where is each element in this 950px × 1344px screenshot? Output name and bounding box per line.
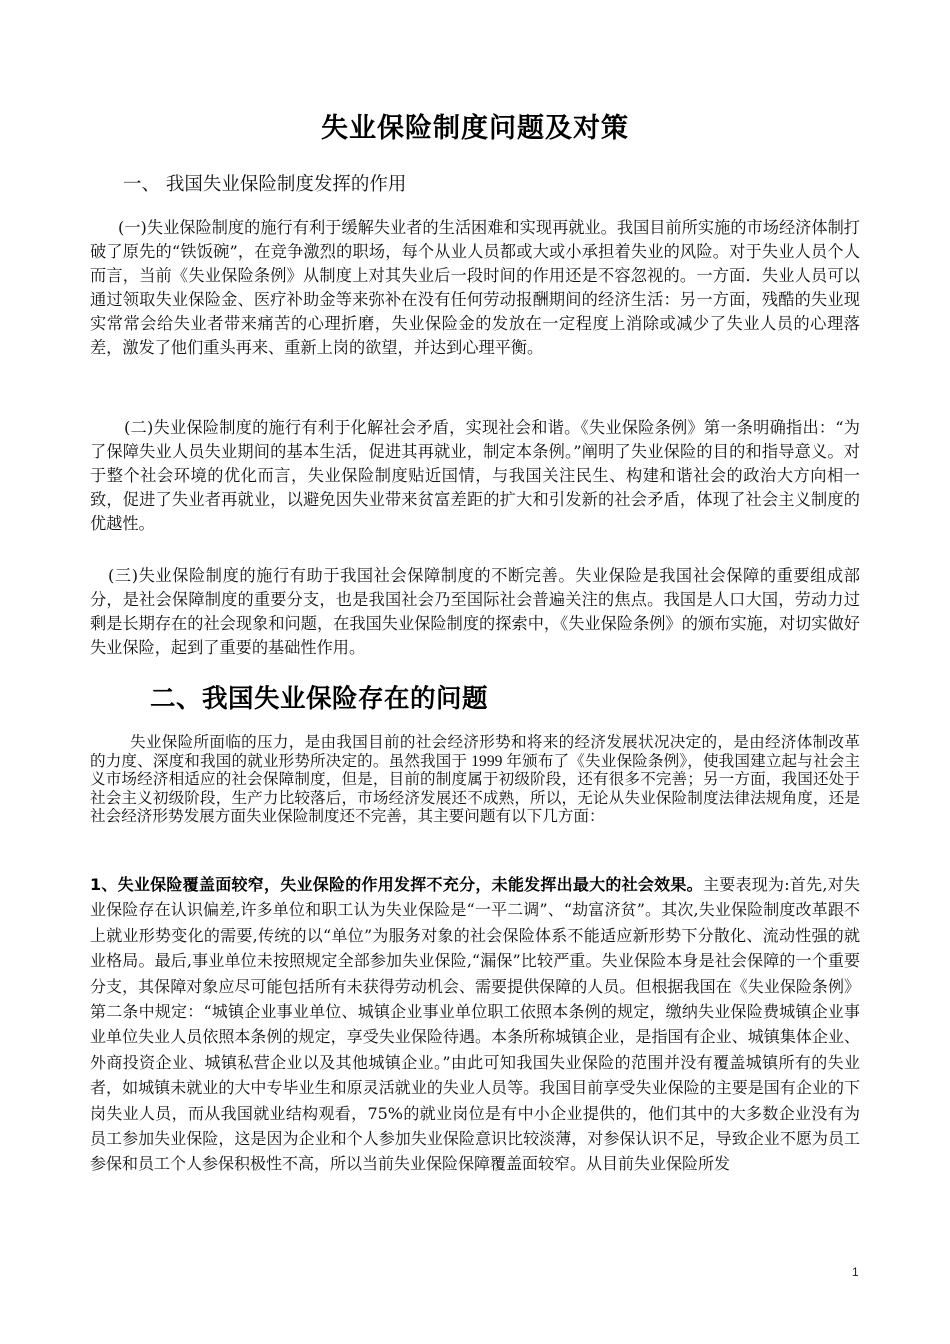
- problem-1-lead: 1、失业保险覆盖面较窄，失业保险的作用发挥不充分，未能发挥出最大的社会效果。: [90, 875, 703, 894]
- section-1-heading: 一、 我国失业保险制度发挥的作用: [123, 174, 407, 195]
- paragraph-1: (一)失业保险制度的施行有利于缓解失业者的生活困难和实现再就业。我国目前所实施的市场经济体制打破了原先的“铁饭碗”，在竞争激烈的职场，每个从业人员都或大或小承担着失业的风险。对于失业人员个人而言，当前《失业保险条例》从制度上对其失业后一段时间的作用还是不容忽视的。一方面．失业人员可以通过领取失业保险金、医疗补助金等来弥补在没有任何劳动报酬期间的经济生活：另一方面，残酷的失业现实常常会给失业者带来痛苦的心理折磨，失业保险金的发放在一定程度上消除或减少了失业人员的心理落差，激发了他们重头再来、重新上岗的欲望，并达到心理平衡。: [90, 218, 860, 357]
- paragraph-3: (三)失业保险制度的施行有助于我国社会保障制度的不断完善。失业保险是我国社会保障的重要组成部分，是社会保障制度的重要分支，也是我国社会乃至国际社会普遍关注的焦点。我国是人口大国，劳动力过剩是长期存在的社会现象和问题，在我国失业保险制度的探索中，《失业保险条例》的颁布实施，对切实做好失业保险，起到了重要的基础性作用。: [90, 566, 860, 657]
- problem-1-body: 主要表现为:首先,对失业保险存在认识偏差,许多单位和职工认为失业保险是“一平二调”、“劫富济贫”。其次,失业保险制度改革跟不上就业形势变化的需要,传统的以“单位”为服务对象的社会保险体系不能适应新形势下分散化、流动性强的就业格局。最后,事业单位未按照规定全部参加失业保险,“漏保”比较严重。失业保险本身是社会保障的一个重要分支，其保障对象应尽可能包括所有未获得劳动机会、需要提供保障的人员。但根据我国在《失业保险条例》第二条中规定：“城镇企业事业单位、城镇企业事业单位职工依照本条例的规定，缴纳失业保险费城镇企业事业单位失业人员依照本条例的规定，享受失业保险待遇。本条所称城镇企业，是指国有企业、城镇集体企业、外商投资企业、城镇私营企业以及其他城镇企业。”由此可知我国失业保险的范围并没有覆盖城镇所有的失业者，如城镇未就业的大中专毕业生和原灵活就业的失业人员等。我国目前享受失业保险的主要是国有企业的下岗失业人员，而从我国就业结构观看，75%的就业岗位是有中小企业提供的，他们其中的大多数企业没有为员工参加失业保险，这是因为企业和个人参加失业保险意识比较淡薄，对参保认识不足，导致企业不愿为员工参保和员工个人参保积极性不高，所以当前失业保险保障覆盖面较窄。从目前失业保险所发: [90, 875, 860, 1174]
- document-title: 失业保险制度问题及对策: [321, 113, 629, 144]
- problem-1-paragraph: [90, 872, 860, 1177]
- page-number: 1: [852, 1265, 859, 1279]
- section-2-intro: 失业保险所面临的压力，是由我国目前的社会经济形势和将来的经济发展状况决定的，是由经济体制改革的力度、深度和我国的就业形势所决定的。虽然我国于 1999 年颁布了《失业保险条例》，使我国建立起与社会主义市场经济相适应的社会保障制度，但是，目前的制度属于初级阶段，还有很多不完善；另一方面，我国还处于社会主义初级阶段，生产力比较落后，市场经济发展还不成熟，所以，无论从失业保险制度法律法规角度，还是社会经济形势发展方面失业保险制度还不完善，其主要问题有以下几方面：: [90, 734, 860, 826]
- section-2-heading: 二、我国失业保险存在的问题: [150, 684, 489, 714]
- paragraph-2: (二)失业保险制度的施行有利于化解社会矛盾，实现社会和谐。《失业保险条例》第一条明确指出：“为了保障失业人员失业期间的基本生活，促进其再就业，制定本条例。”阐明了失业保险的目的和指导意义。对于整个社会环境的优化而言，失业保险制度贴近国情，与我国关注民生、构建和谐社会的政治大方向相一致，促进了失业者再就业，以避免因失业带来贫富差距的扩大和引发新的社会矛盾，体现了社会主义制度的优越性。: [90, 418, 860, 533]
